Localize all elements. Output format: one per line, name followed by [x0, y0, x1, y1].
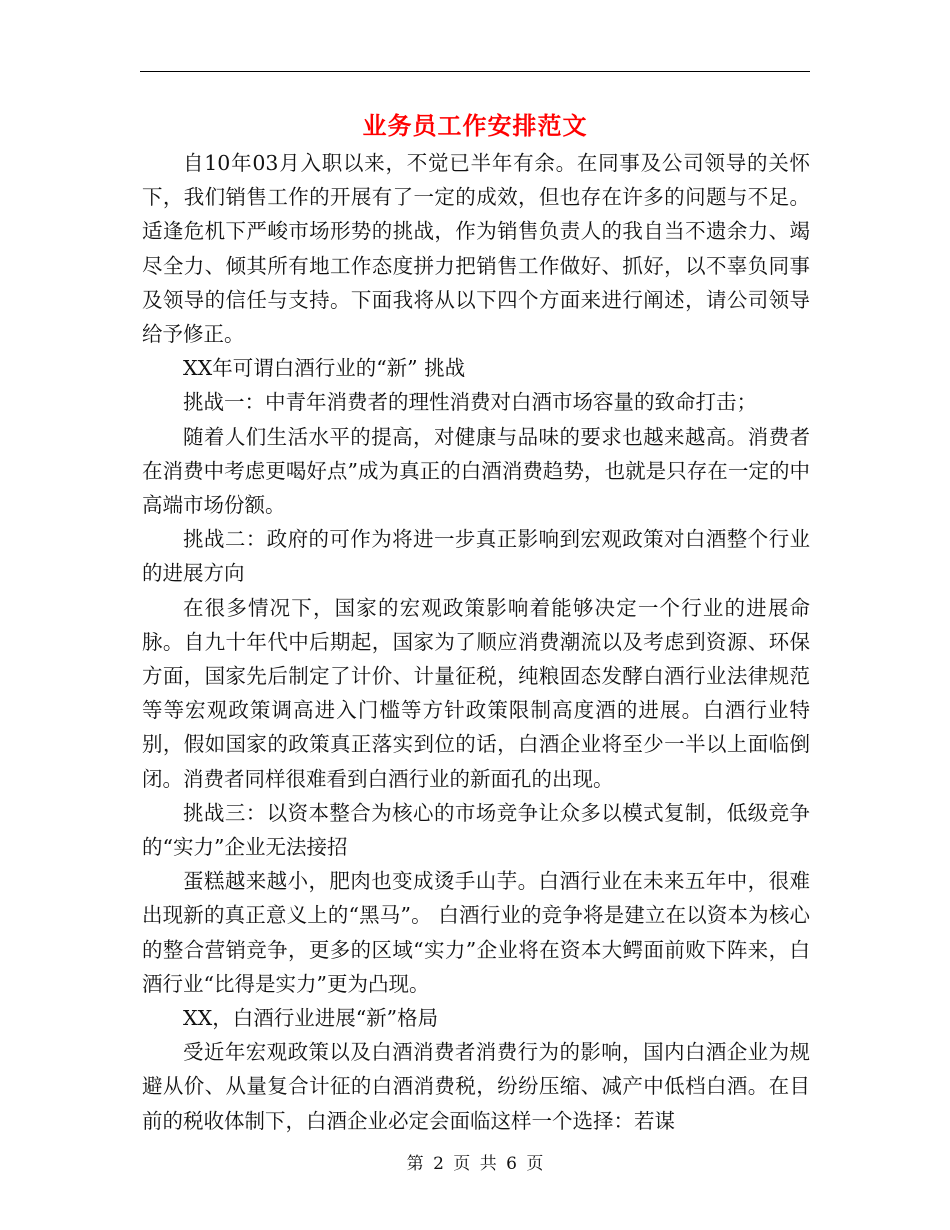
header-rule — [140, 71, 810, 72]
paragraph: 受近年宏观政策以及白酒消费者消费行为的影响，国内白酒企业为规避从价、从量复合计征的白酒消费税，纷纷压缩、减产中低档白酒。在目前的税收体制下，白酒企业必定会面临这样一个选择：若谋 — [142, 1040, 810, 1133]
paragraph: 自10年03月入职以来，不觉已半年有余。在同事及公司领导的关怀下，我们销售工作的开展有了一定的成效，但也存在许多的问题与不足。适逢危机下严峻市场形势的挑战，作为销售负责人的我自当不遗余力、竭尽全力、倾其所有地工作态度拼力把销售工作做好、抓好，以不辜负同事及领导的信任与支持。下面我将从以下四个方面来进行阐述，请公司领导给予修正。 — [142, 151, 810, 347]
document-title: 业务员工作安排范文 — [362, 111, 588, 140]
paragraph: 挑战二：政府的可作为将进一步真正影响到宏观政策对白酒整个行业的进展方向 — [142, 527, 810, 586]
paragraph: 在很多情况下，国家的宏观政策影响着能够决定一个行业的进展命脉。自九十年代中后期起，国家为了顺应消费潮流以及考虑到资源、环保方面，国家先后制定了计价、计量征税，纯粮固态发酵白酒行业法律规范等等宏观政策调高进入门槛等方针政策限制高度酒的进展。白酒行业特别，假如国家的政策真正落实到位的话，白酒企业将至少一半以上面临倒闭。消费者同样很难看到白酒行业的新面孔的出现。 — [142, 595, 810, 791]
paragraph: 蛋糕越来越小，肥肉也变成烫手山芋。白酒行业在未来五年中，很难出现新的真正意义上的“黑马”。 白酒行业的竞争将是建立在以资本为核心的整合营销竞争，更多的区域“实力”企业将在资本大鳄面前败下阵来，白酒行业“比得是实力”更为凸现。 — [142, 869, 810, 996]
paragraph: 挑战一：中青年消费者的理性消费对白酒市场容量的致命打击； — [183, 390, 757, 415]
page-footer: 第 2 页 共 6 页 — [406, 1154, 544, 1174]
paragraph: XX，白酒行业进展“新”格局 — [183, 1006, 439, 1031]
paragraph: XX年可谓白酒行业的“新” 挑战 — [183, 356, 466, 381]
paragraph: 挑战三：以资本整合为核心的市场竞争让众多以模式复制，低级竞争的“实力”企业无法接招 — [142, 800, 810, 860]
paragraph: 随着人们生活水平的提高，对健康与品味的要求也越来越高。消费者在消费中考虑更喝好点”成为真正的白酒消费趋势，也就是只存在一定的中高端市场份额。 — [142, 424, 810, 518]
document-body — [142, 146, 810, 1138]
